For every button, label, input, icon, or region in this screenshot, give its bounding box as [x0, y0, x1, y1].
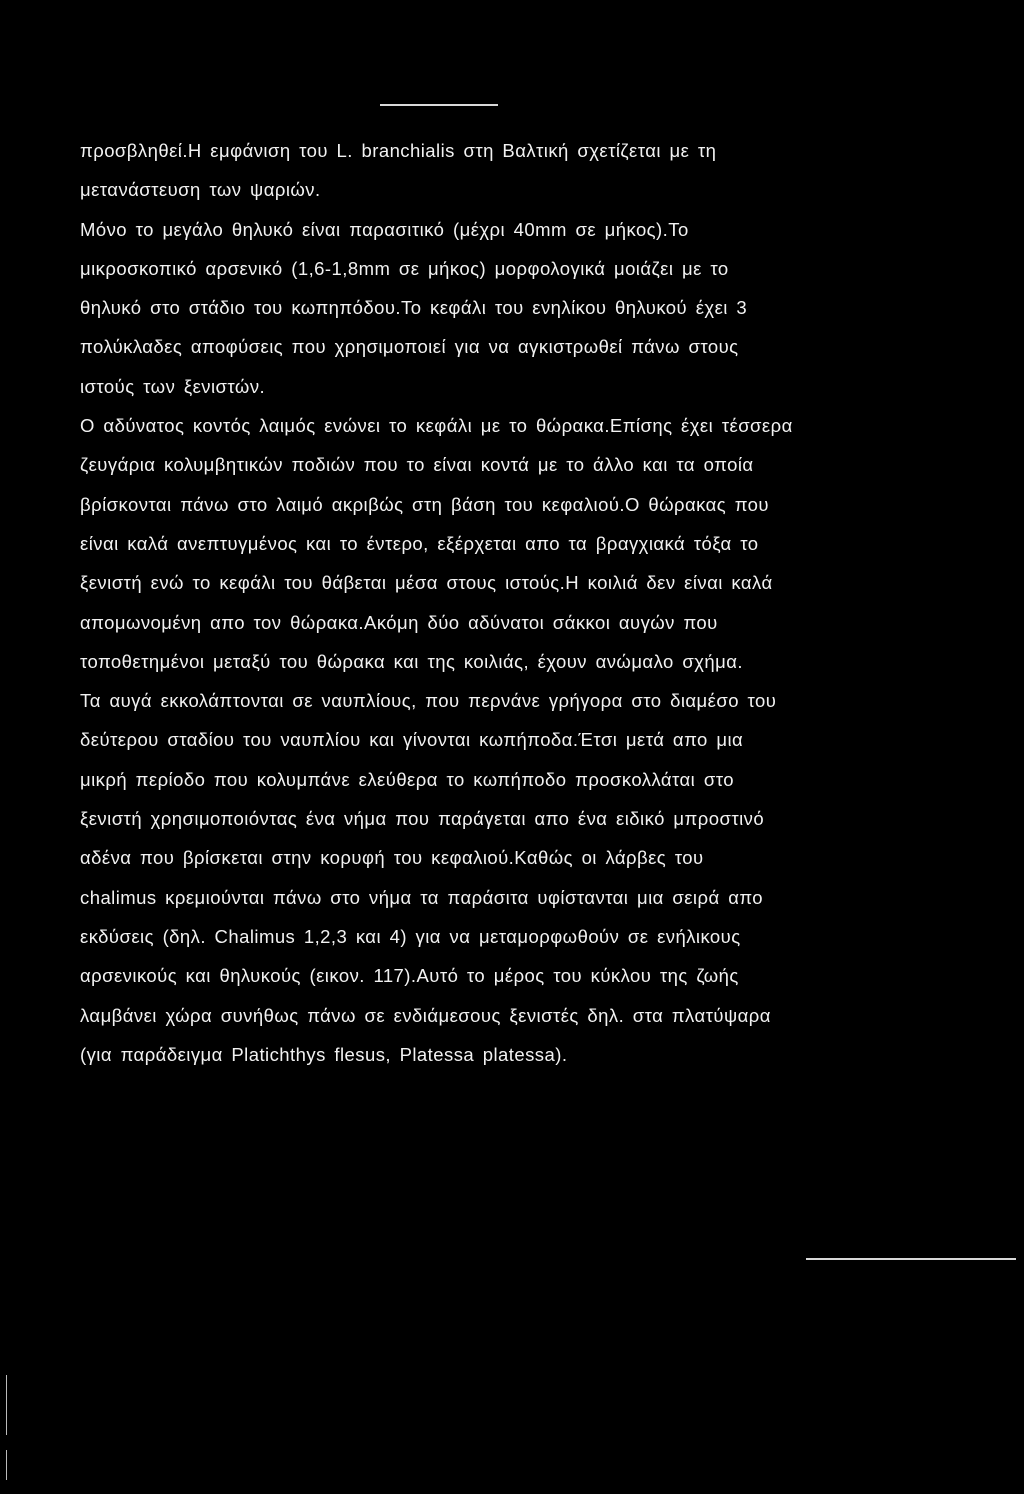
text-line-9: ζευγάρια κολυμβητικών ποδιών που το είναι κοντά με το άλλο και τα οποία	[80, 454, 754, 476]
text-line-2: μετανάστευση των ψαριών.	[80, 179, 321, 201]
text-line-21: εκδύσεις (δηλ. Chalimus 1,2,3 και 4) για να μεταμορφωθούν σε ενήλικους	[80, 925, 741, 947]
scan-edge-mark	[6, 1375, 7, 1435]
text-line-16: δεύτερου σταδίου του ναυπλίου και γίνονται κωπήποδα.Έτσι μετά απο μια	[80, 729, 744, 751]
text-line-15: Τα αυγά εκκολάπτονται σε ναυπλίους, που περνάνε γρήγορα στο διαμέσο του	[80, 690, 777, 712]
body-text	[80, 131, 880, 1074]
text-line-10: βρίσκονται πάνω στο λαιμό ακριβώς στη βάση του κεφαλιού.Ο θώρακας που	[80, 493, 769, 515]
text-line-5: θηλυκό στο στάδιο του κωπηπόδου.Το κεφάλι του ενηλίκου θηλυκού έχει 3	[80, 297, 748, 319]
text-line-23: λαμβάνει χώρα συνήθως πάνω σε ενδιάμεσους ξενιστές δηλ. στα πλατύψαρα	[80, 1004, 771, 1026]
bottom-divider-rule	[806, 1258, 1016, 1260]
text-line-13: απομωνομένη απο τον θώρακα.Ακόμη δύο αδύνατοι σάκκοι αυγών που	[80, 611, 718, 633]
text-line-12: ξενιστή ενώ το κεφάλι του θάβεται μέσα στους ιστούς.Η κοιλιά δεν είναι καλά	[80, 572, 773, 594]
top-divider-rule	[380, 104, 498, 106]
text-line-20: chalimus κρεμιούνται πάνω στο νήμα τα παράσιτα υφίστανται μια σειρά απο	[80, 886, 764, 908]
text-line-11: είναι καλά ανεπτυγμένος και το έντερο, εξέρχεται απο τα βραγχιακά τόξα το	[80, 532, 759, 554]
text-line-24: (για παράδειγμα Platichthys flesus, Platessa platessa).	[80, 1043, 568, 1065]
scan-edge-mark	[6, 1450, 7, 1480]
text-line-14: τοποθετημένοι μεταξύ του θώρακα και της κοιλιάς, έχουν ανώμαλο σχήμα.	[80, 650, 743, 672]
text-line-7: ιστούς των ξενιστών.	[80, 375, 266, 397]
text-line-4: μικροσκοπικό αρσενικό (1,6-1,8mm σε μήκος) μορφολογικά μοιάζει με το	[80, 257, 729, 279]
text-line-19: αδένα που βρίσκεται στην κορυφή του κεφαλιού.Καθώς οι λάρβες του	[80, 847, 704, 869]
text-line-18: ξενιστή χρησιμοποιόντας ένα νήμα που παράγεται απο ένα ειδικό μπροστινό	[80, 808, 765, 830]
text-line-22: αρσενικούς και θηλυκούς (εικον. 117).Αυτό το μέρος του κύκλου της ζωής	[80, 965, 739, 987]
text-line-17: μικρή περίοδο που κολυμπάνε ελεύθερα το κωπήποδο προσκολλάται στο	[80, 768, 734, 790]
text-line-6: πολύκλαδες αποφύσεις που χρησιμοποιεί για να αγκιστρωθεί πάνω στους	[80, 336, 739, 358]
text-line-3: Μόνο το μεγάλο θηλυκό είναι παρασιτικό (μέχρι 40mm σε μήκος).Το	[80, 218, 689, 240]
text-line-8: Ο αδύνατος κοντός λαιμός ενώνει το κεφάλι με το θώρακα.Επίσης έχει τέσσερα	[80, 415, 793, 437]
text-line-1: προσβληθεί.Η εμφάνιση του L. branchialis στη Βαλτική σχετίζεται με τη	[80, 140, 717, 161]
